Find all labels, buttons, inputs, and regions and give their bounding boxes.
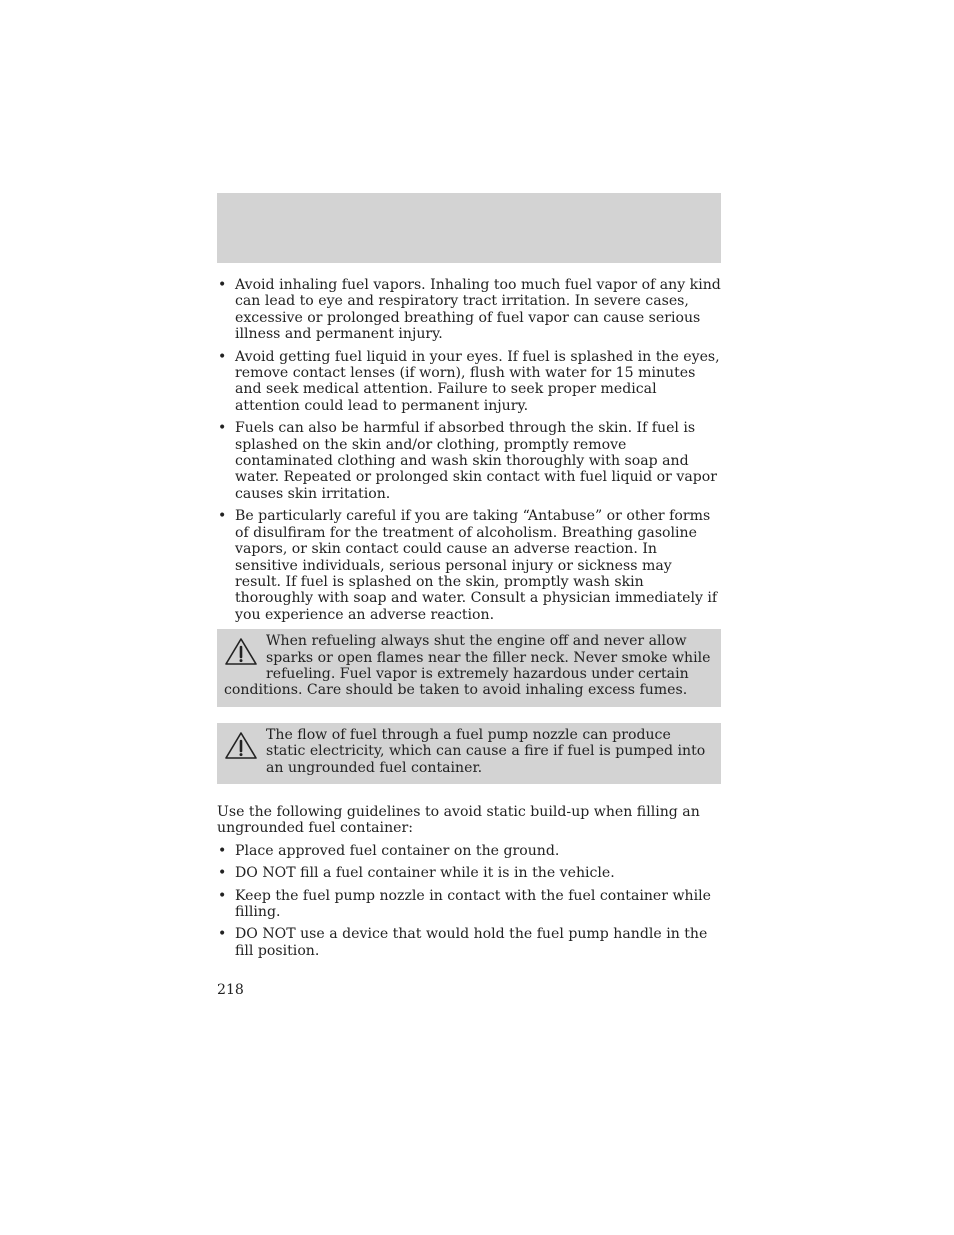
list-item: • Avoid getting fuel liquid in your eyes. If fuel is splashed in the eyes, remove contact lenses (if worn), flush with water for 15 minutes and seek medical attention. Failure to seek proper medical attention could lead to permanent injury.	[217, 349, 721, 415]
static-guidelines-list	[217, 843, 721, 959]
warning-text: When refueling always shut the engine off and never allow sparks or open flames near the filler neck. Never smoke while refueling. Fuel vapor is extremely hazardous under certain conditions. Care should be taken to avoid inhaling excess fumes.	[224, 633, 711, 699]
list-item: • Fuels can also be harmful if absorbed through the skin. If fuel is splashed on the skin and/or clothing, promptly remove contaminated clothing and wash skin thoroughly with soap and water. Repeated or prolonged skin contact with fuel liquid or vapor causes skin irritation.	[217, 420, 721, 502]
hazard-bullet-list	[217, 277, 721, 623]
warning-box-refueling	[217, 629, 721, 707]
list-item: • Avoid inhaling fuel vapors. Inhaling too much fuel vapor of any kind can lead to eye and respiratory tract irritation. In severe cases, excessive or prolonged breathing of fuel vapor can cause serious illness and permanent injury.	[217, 277, 721, 343]
list-item: • DO NOT fill a fuel container while it is in the vehicle.	[217, 865, 721, 881]
warning-triangle-icon	[224, 637, 258, 667]
list-item: • Keep the fuel pump nozzle in contact with the fuel container while filling.	[217, 888, 721, 921]
warning-box-static	[217, 723, 721, 784]
warning-triangle-icon	[224, 731, 258, 761]
section-header-bar	[217, 193, 721, 263]
page-content	[217, 277, 721, 965]
page-number: 218	[217, 982, 244, 998]
list-item: • Be particularly careful if you are taking “Antabuse” or other forms of disulfiram for the treatment of alcoholism. Breathing gasoline vapors, or skin contact could cause an adverse reaction. In sensitive individuals, serious personal injury or sickness may result. If fuel is splashed on the skin, promptly wash skin thoroughly with soap and water. Consult a physician immediately if you experience an adverse reaction.	[217, 508, 721, 623]
list-item: • Place approved fuel container on the ground.	[217, 843, 721, 859]
list-item: • DO NOT use a device that would hold the fuel pump handle in the fill position.	[217, 926, 721, 959]
guidelines-intro: Use the following guidelines to avoid static build-up when filling an ungrounded fuel container:	[217, 803, 700, 837]
warning-text: The flow of fuel through a fuel pump nozzle can produce static electricity, which can cause a fire if fuel is pumped into an ungrounded fuel container.	[266, 726, 706, 776]
